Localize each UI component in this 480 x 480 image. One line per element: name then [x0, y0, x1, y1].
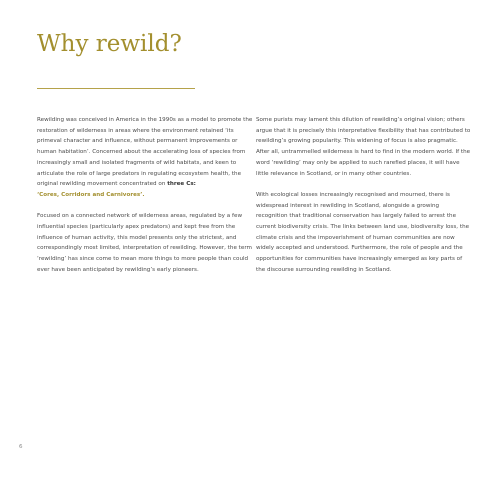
page-number: 6: [19, 444, 23, 450]
right-paragraph-1: Some purists may lament this dilution of rewilding’s original vision; others argue that it is precisely this interpretative flexibility that has contributed to rewilding’s growing popularity. This widening of focus is also pragmatic. After all, untrammelled wilderness is hard to find in the modern world. If the word ‘rewilding’ may only be applied to such rarefied places, it will have little relevance in Scotland, or in many other countries.: [256, 117, 471, 177]
left-paragraph-2: Focused on a connected network of wilderness areas, regulated by a few influential species (particularly apex predators) and kept free from the influence of human activity, this model presents only the strictest, and correspondingly most limited, interpretation of rewilding. However, the term ‘rewilding’ has since come to mean more things to more people than could ever have been anticipated by rewilding’s early pioneers.: [37, 213, 253, 273]
page-title: Why rewild?: [37, 31, 182, 57]
right-paragraph-2: With ecological losses increasingly recognised and mourned, there is widespread interest in rewilding in Scotland, alongside a growing recognition that traditional conservation has largely failed to arrest the current biodiversity crisis. The links between land use, biodiversity loss, the climate crisis and the impoverishment of human communities are now widely accepted and understood. Furthermore, the role of people and the opportunities for communities have increasingly emerged as key parts of the discourse surrounding rewilding in Scotland.: [256, 191, 470, 273]
right-text-column: [256, 115, 472, 286]
left-paragraph-1: [37, 115, 255, 201]
title-underline-rule: [37, 88, 195, 89]
left-paragraph-1-text: Rewilding was conceived in America in the 1990s as a model to promote the restoration of wilderness in areas where the environment retained ‘its primeval character and influence, without permanent improvements or human habitation’. Concerned about the accelerating loss of species from increasingly small and isolated fragments of wild habitats, and keen to articulate the role of large predators in regulating ecosystem health, the original rewilding movement concentrated on: [37, 117, 253, 188]
left-text-column: [37, 115, 255, 286]
cores-corridors-carnivores-highlight: ‘Cores, Corridors and Carnivores’.: [37, 191, 145, 198]
three-cs-emphasis: three Cs:: [167, 181, 196, 188]
